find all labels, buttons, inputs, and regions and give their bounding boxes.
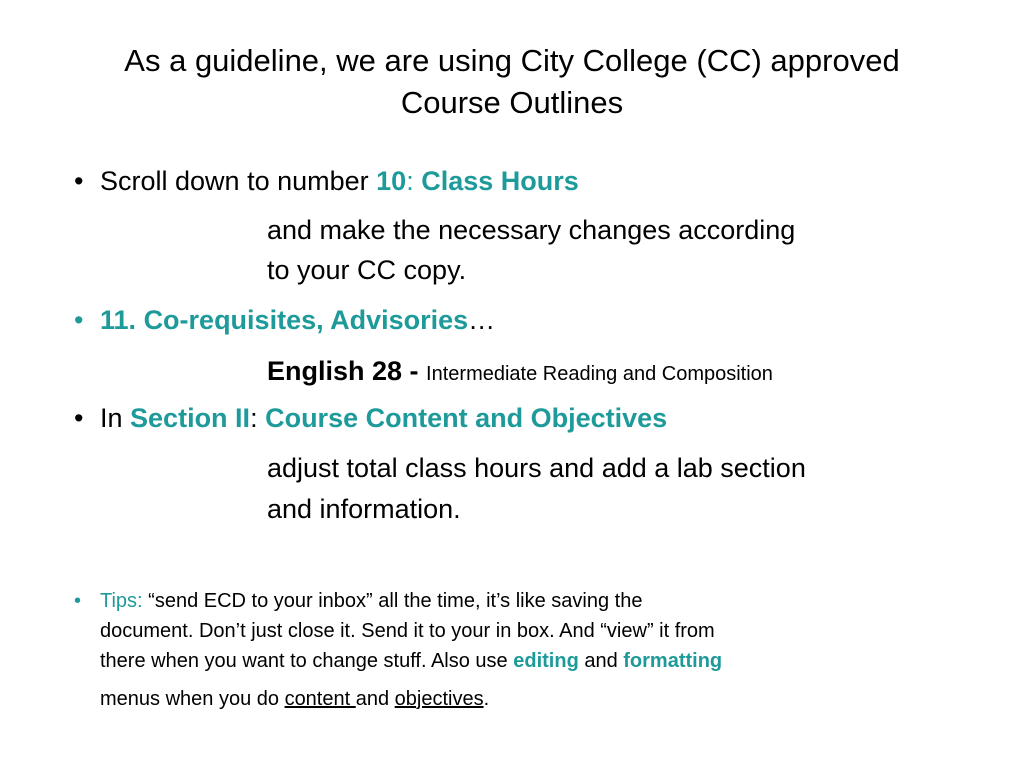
- bullet-3-detail-line-1: adjust total class hours and add a lab section: [267, 453, 806, 483]
- bullet-dot: •: [74, 305, 84, 335]
- bullet-class-hours: [74, 163, 579, 199]
- bullet-1-prefix: Scroll down to number: [100, 166, 377, 196]
- slide-title: [40, 40, 984, 124]
- tips-content: content: [284, 688, 356, 710]
- title-line-2: Course Outlines: [400, 85, 624, 120]
- tips-and-1: and: [578, 650, 624, 672]
- bullet-3-highlight: Course Content and Objectives: [265, 403, 668, 433]
- bullet-dot: •: [74, 403, 84, 433]
- bullet-2-detail: [267, 351, 773, 394]
- tips-line-1: [74, 586, 954, 616]
- tips-and-2: and: [355, 688, 395, 710]
- tips-objectives: objectives: [394, 688, 484, 710]
- tips-block: [74, 586, 954, 714]
- tips-line-4: [74, 684, 954, 714]
- bullet-1-detail-line-2: to your CC copy.: [267, 255, 467, 285]
- bullet-1-number: 10: [376, 166, 407, 196]
- bullet-2-detail-bold: English 28 -: [267, 356, 427, 386]
- title-line-1: As a guideline, we are using City College (CC) approved: [124, 43, 900, 78]
- tips-period: .: [483, 688, 490, 710]
- bullet-3-detail-line-2: and information.: [267, 494, 461, 524]
- bullet-1-detail-line-1: and make the necessary changes according: [267, 215, 796, 245]
- bullet-2-ellipsis: …: [468, 305, 496, 335]
- bullet-2-number: 11: [100, 305, 129, 335]
- tips-text-3: there when you want to change stuff. Also use: [100, 650, 514, 672]
- bullet-3-section: Section II: [130, 403, 251, 433]
- bullet-dot: •: [74, 166, 84, 196]
- bullet-3-prefix: In: [100, 403, 131, 433]
- bullet-corequisites: [74, 302, 495, 338]
- tips-text-1: “send ECD to your inbox” all the time, it’s like saving the: [148, 590, 643, 612]
- bullet-2-highlight: Co-requisites, Advisories: [143, 305, 469, 335]
- tips-line-2: document. Don’t just close it. Send it to your in box. And “view” it from: [100, 620, 715, 642]
- tips-line-3: [74, 646, 954, 676]
- bullet-dot: •: [74, 590, 82, 612]
- bullet-course-content: [74, 400, 667, 436]
- tips-text-4: menus when you do: [100, 688, 285, 710]
- bullet-1-sep: :: [406, 166, 414, 196]
- tips-editing: editing: [513, 650, 579, 672]
- bullet-1-highlight: Class Hours: [421, 166, 579, 196]
- tips-label: Tips:: [100, 590, 149, 612]
- bullet-2-detail-small: Intermediate Reading and Composition: [426, 363, 773, 385]
- bullet-3-sep: :: [250, 403, 266, 433]
- tips-formatting: formatting: [623, 650, 723, 672]
- bullet-2-sep: .: [128, 305, 144, 335]
